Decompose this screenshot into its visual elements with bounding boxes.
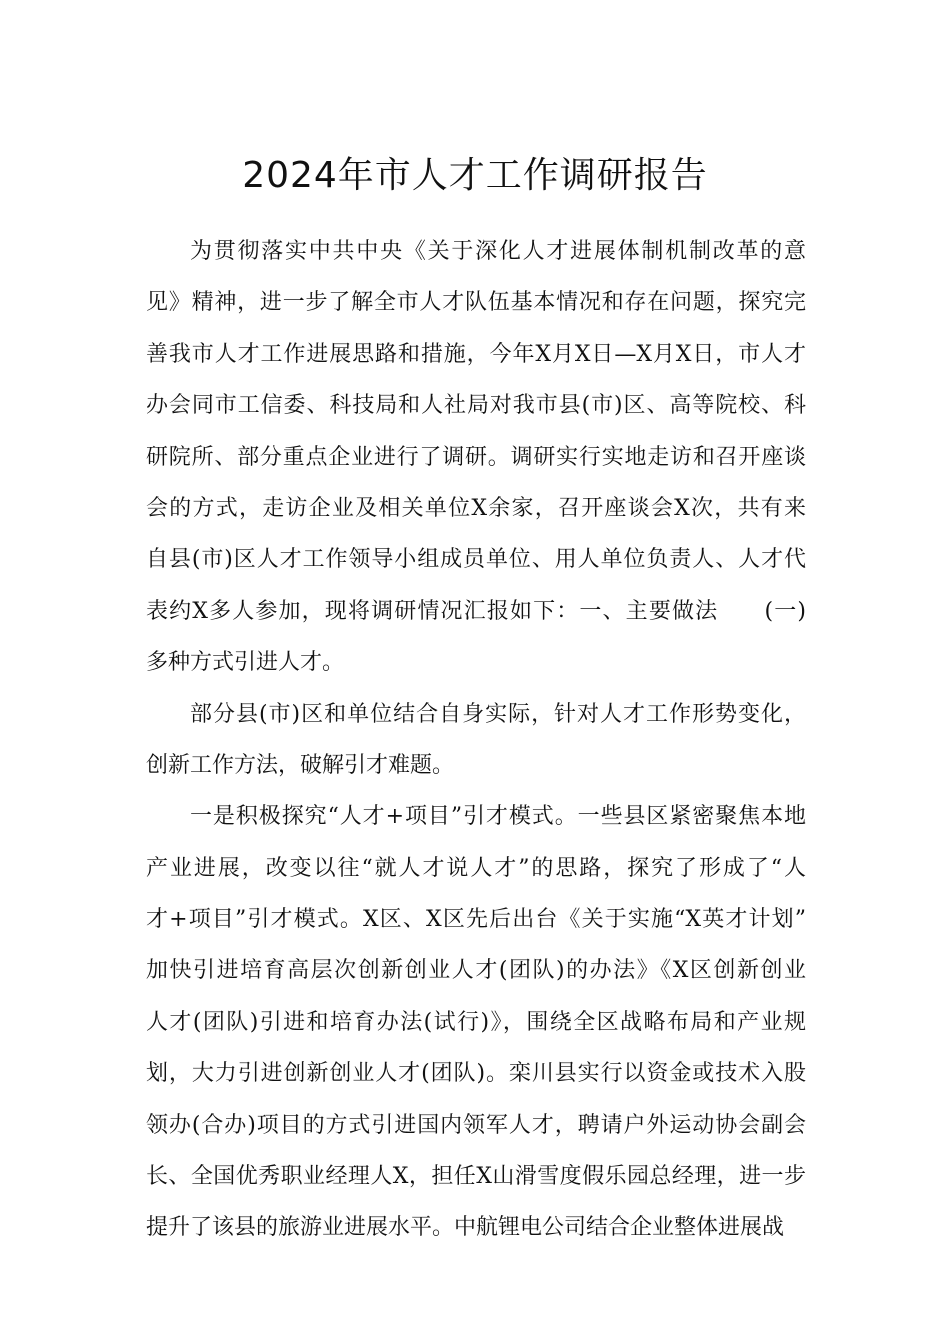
- paragraph: [146, 689, 806, 792]
- paragraph-line: 部分县(市)区和单位结合自身实际，针对人才工作形势变化，: [190, 701, 806, 727]
- paragraph-line: 研院所、部分重点企业进行了调研。调研实行实地走访和召开座谈: [146, 444, 806, 470]
- paragraph-line: 会的方式，走访企业及相关单位X余家，召开座谈会X次，共有来: [146, 495, 806, 521]
- paragraph-line: 提升了该县的旅游业进展水平。中航锂电公司结合企业整体进展战: [146, 1215, 785, 1241]
- paragraph-line: 多种方式引进人才。: [146, 650, 345, 676]
- paragraph-line: 划，大力引进创新创业人才(团队)。栾川县实行以资金或技术入股: [146, 1061, 806, 1087]
- paragraph: [146, 791, 806, 1254]
- paragraph-line: 为贯彻落实中共中央《关于深化人才进展体制机制改革的意: [190, 239, 806, 264]
- document-title: 2024年市人才工作调研报告: [242, 155, 708, 197]
- paragraph-line: 创新工作方法，破解引才难题。: [146, 752, 455, 778]
- paragraph-line: 产业进展，改变以往“就人才说人才”的思路，探究了形成了“人: [146, 855, 806, 881]
- paragraph-line: 表约X多人参加，现将调研情况汇报如下：一、主要做法 (一): [146, 598, 806, 624]
- paragraph-line: 领办(合办)项目的方式引进国内领军人才，聘请户外运动协会副会: [146, 1112, 806, 1138]
- paragraph-line: 加快引进培育高层次创新创业人才(团队)的办法》《X区创新创业: [146, 958, 806, 984]
- paragraph-line: 一是积极探究“人才+项目”引才模式。一些县区紧密聚焦本地: [190, 804, 806, 830]
- paragraph-line: 办会同市工信委、科技局和人社局对我市县(市)区、高等院校、科: [146, 393, 806, 419]
- paragraph-line: 自县(市)区人才工作领导小组成员单位、用人单位负责人、人才代: [146, 547, 806, 573]
- paragraph-line: 人才(团队)引进和培育办法(试行)》，围绕全区战略布局和产业规: [146, 1009, 806, 1035]
- paragraph: [146, 226, 806, 689]
- paragraph-line: 长、全国优秀职业经理人X，担任X山滑雪度假乐园总经理，进一步: [146, 1164, 806, 1190]
- paragraph-line: 才+项目”引才模式。X区、X区先后出台《关于实施“X英才计划”: [146, 907, 806, 933]
- document-body: [146, 226, 806, 1254]
- paragraph-line: 见》精神，进一步了解全市人才队伍基本情况和存在问题，探究完: [146, 290, 806, 316]
- paragraph-line: 善我市人才工作进展思路和措施，今年X月X日—X月X日，市人才: [146, 341, 806, 367]
